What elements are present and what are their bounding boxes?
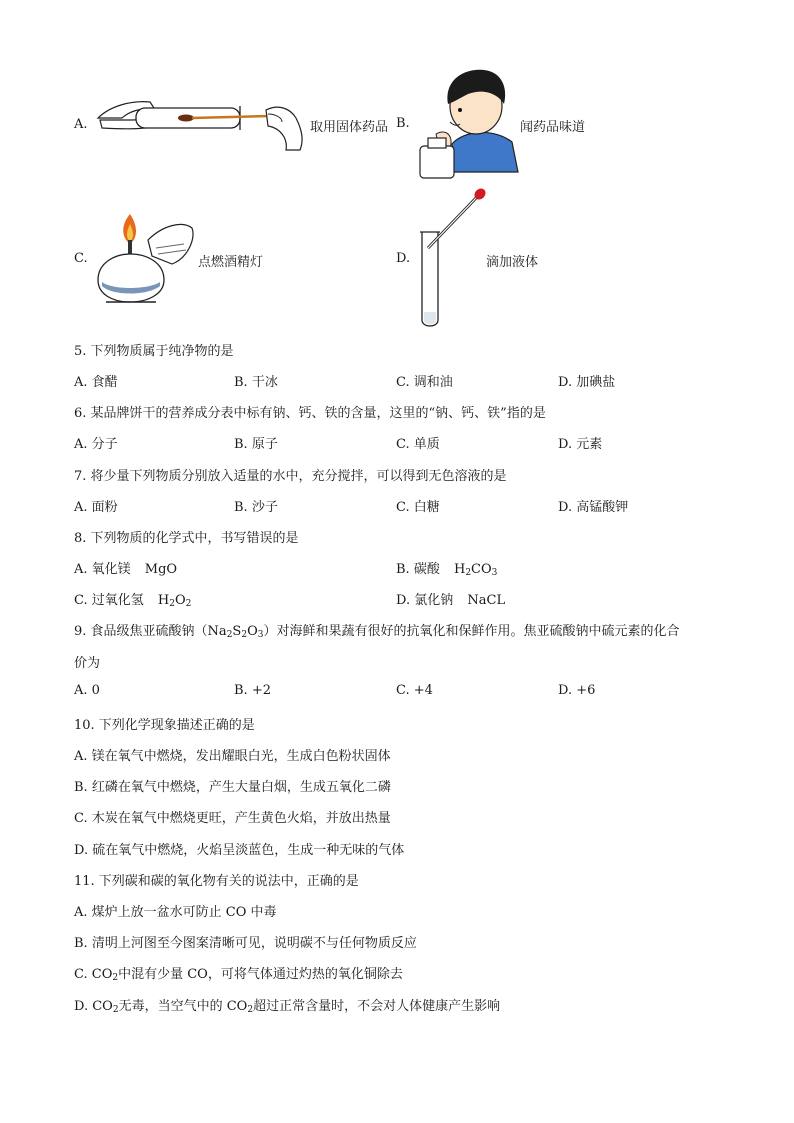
q7-option-d: D. 高锰酸钾 <box>558 500 629 515</box>
q9-option-a: A. 0 <box>74 683 100 698</box>
q5-stem: 5. 下列物质属于纯净物的是 <box>74 344 234 359</box>
q7-option-b: B. 沙子 <box>234 500 278 515</box>
q8-option-b <box>396 558 497 578</box>
q8-option-a-label: A. 氧化镁 <box>74 562 131 577</box>
q9-formula: $Na_2S_2O_3$ <box>207 624 264 640</box>
q6-option-a: A. 分子 <box>74 437 118 452</box>
q11-option-d-mid: 无毒，当空气中的 CO <box>118 999 248 1014</box>
q11-option-c-sub: 2 <box>112 973 119 983</box>
q7-stem: 7. 将少量下列物质分别放入适量的水中，充分搅拌，可以得到无色溶液的是 <box>74 469 507 484</box>
q4-option-a-letter: A. <box>74 117 88 132</box>
q5-option-b: B. 干冰 <box>234 375 278 390</box>
q4-option-d-caption: 滴加液体 <box>486 255 539 270</box>
q8-option-c-label: C. 过氧化氢 <box>74 593 144 608</box>
q5-option-c: C. 调和油 <box>396 375 453 390</box>
q4-option-a-caption: 取用固体药品 <box>310 120 389 135</box>
q10-option-c: C. 木炭在氧气中燃烧更旺，产生黄色火焰，并放出热量 <box>74 811 391 826</box>
q11-option-d-post: 超过正常含量时，不会对人体健康产生影响 <box>253 999 501 1014</box>
q11-option-d <box>74 995 500 1015</box>
q4-option-c-caption: 点燃酒精灯 <box>198 255 264 270</box>
q8-option-c-formula: $H_2O_2$ <box>157 593 192 609</box>
q8-option-d <box>396 589 505 608</box>
q9-option-d: D. +6 <box>558 683 596 698</box>
hand-test-tube-illustration <box>92 92 308 154</box>
q10-option-b: B. 红磷在氧气中燃烧，产生大量白烟，生成五氧化二磷 <box>74 780 391 795</box>
q11-stem: 11. 下列碳和碳的氧化物有关的说法中，正确的是 <box>74 874 359 889</box>
q9-stem-post: ）对海鲜和果蔬有很好的抗氧化和保鲜作用。焦亚硫酸钠中硫元素的化合 <box>263 624 680 639</box>
q4-option-d-letter: D. <box>396 251 411 266</box>
q8-option-a <box>74 558 177 577</box>
q8-option-a-formula: MgO <box>144 562 178 577</box>
q11-option-d-pre: D. CO <box>74 999 113 1014</box>
q11-option-c-pre: C. CO <box>74 967 113 982</box>
q4-option-b-caption: 闻药品味道 <box>520 120 586 135</box>
q10-stem: 10. 下列化学现象描述正确的是 <box>74 718 255 733</box>
q9-stem-pre: 9. 食品级焦亚硫酸钠（ <box>74 624 208 639</box>
boy-smelling-bottle-illustration <box>414 64 522 180</box>
dropper-test-tube-illustration <box>414 186 490 332</box>
q4-option-b-letter: B. <box>396 116 410 131</box>
q11-option-d-sub: 2 <box>112 1005 119 1015</box>
q9-stem-line2: 价为 <box>74 656 101 671</box>
q9-stem <box>74 620 679 640</box>
q8-option-d-label: D. 氯化钠 <box>396 593 454 608</box>
q8-option-d-formula: NaCL <box>467 593 506 608</box>
q11-option-b: B. 清明上河图至今图案清晰可见，说明碳不与任何物质反应 <box>74 936 417 951</box>
q7-option-c: C. 白糖 <box>396 500 440 515</box>
q5-option-d: D. 加碘盐 <box>558 375 616 390</box>
q10-option-d: D. 硫在氧气中燃烧，火焰呈淡蓝色，生成一种无味的气体 <box>74 843 405 858</box>
q8-option-c <box>74 589 191 609</box>
q10-option-a: A. 镁在氧气中燃烧，发出耀眼白光，生成白色粉状固体 <box>74 749 391 764</box>
q8-option-b-formula: $H_2CO_3$ <box>453 562 498 578</box>
q11-option-c-post: 中混有少量 CO，可将气体通过灼热的氧化铜除去 <box>118 967 403 982</box>
q6-option-d: D. 元素 <box>558 437 603 452</box>
q4-option-c-letter: C. <box>74 251 88 266</box>
q6-option-c: C. 单质 <box>396 437 440 452</box>
q7-option-a: A. 面粉 <box>74 500 118 515</box>
q9-option-b: B. +2 <box>234 683 271 698</box>
q5-option-a: A. 食醋 <box>74 375 118 390</box>
q8-stem: 8. 下列物质的化学式中，书写错误的是 <box>74 531 299 546</box>
q8-option-b-label: B. 碳酸 <box>396 562 440 577</box>
q6-option-b: B. 原子 <box>234 437 278 452</box>
q11-option-d-sub2: 2 <box>247 1005 254 1015</box>
q11-option-c <box>74 963 403 983</box>
alcohol-lamp-illustration <box>92 210 198 308</box>
q11-option-a: A. 煤炉上放一盆水可防止 CO 中毒 <box>74 905 277 920</box>
q6-stem: 6. 某品牌饼干的营养成分表中标有钠、钙、铁的含量，这里的“钠、钙、铁”指的是 <box>74 406 546 421</box>
q9-option-c: C. +4 <box>396 683 433 698</box>
